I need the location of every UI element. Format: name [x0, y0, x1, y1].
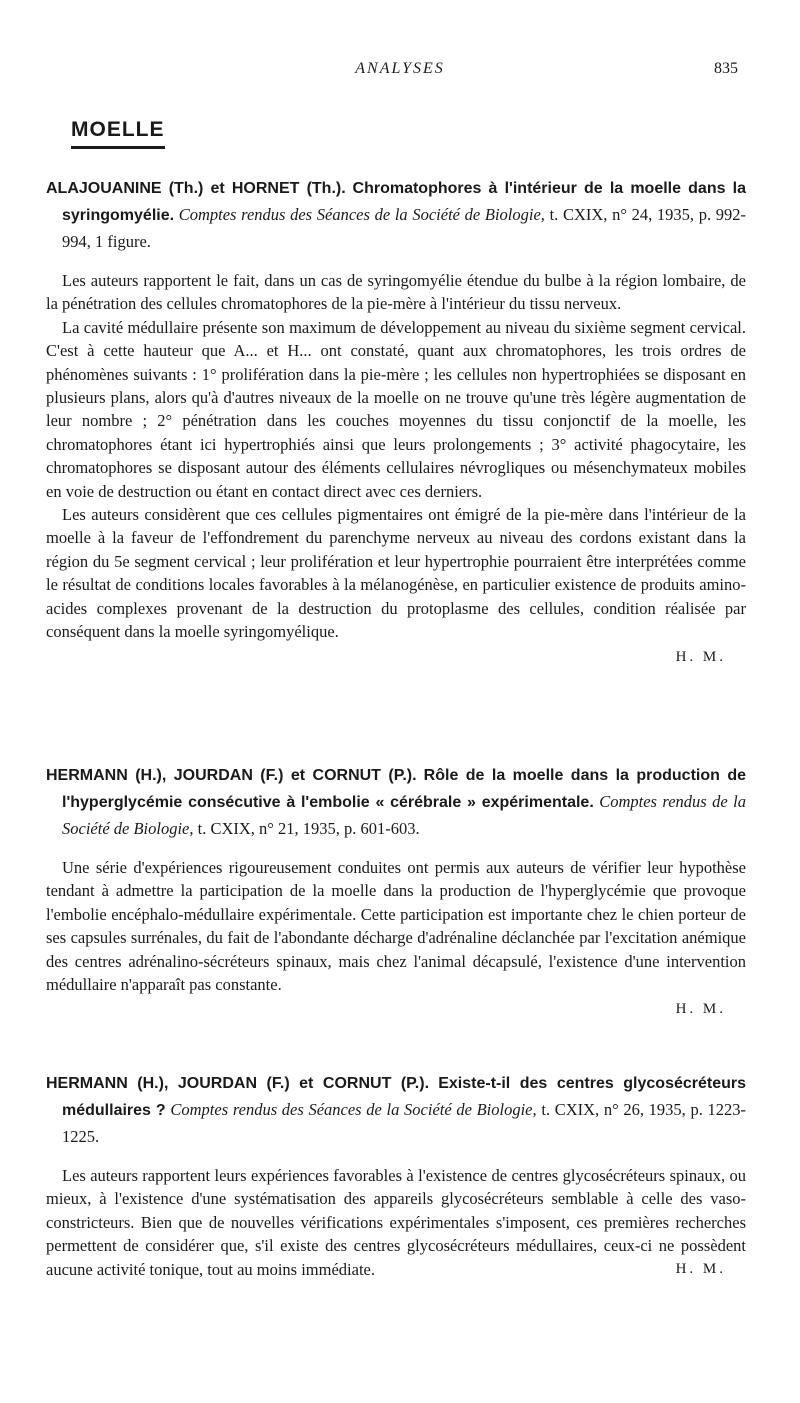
article-paragraph: Les auteurs rapportent le fait, dans un cas de syringomyélie étendue du bulbe à la région lombaire, de la pénétration des cellules chromatophores de la pie-mère à l'intérieur du tissu nerveux.: [46, 271, 746, 314]
article-authors: HERMANN (H.), JOURDAN (F.) et CORNUT (P.).: [46, 767, 417, 784]
article-signature: H. M.: [675, 1001, 726, 1018]
article-journal: Comptes rendus de la Société de Biologie,: [62, 792, 747, 838]
article-journal: Comptes rendus des Séances de la Société de Biologie,: [170, 1100, 537, 1119]
running-head: [0, 60, 800, 84]
article-title: Existe-t-il des centres glycosécréteurs médullaires ?: [62, 1075, 747, 1119]
section-title: MOELLE: [71, 118, 165, 149]
article-paragraph-text: Les auteurs rapportent leurs expériences favorables à l'existence de centres glycosécréteurs spinaux, ou mieux, à l'existence d'une systématisation des appareils glycosécréteurs semblable à celle des vaso-constricteurs. Bien que de nouvelles vérifications expérimentales s'imposent, ces premières recherches permettent de considérer que, s'il existe des centres glycosécréteurs médullaires, ceux-ci ne possèdent aucune activité tonique, tout au moins immédiate.: [46, 1166, 746, 1279]
article-3: [46, 1070, 746, 1281]
article-2: [46, 762, 746, 1022]
article-title: Rôle de la moelle dans la production de l'hyperglycémie consécutive à l'embolie « cérébrale » expérimentale.: [62, 767, 747, 811]
article-citation: t. CXIX, n° 24, 1935, p. 992-994, 1 figure.: [62, 205, 746, 251]
article-body: [46, 269, 746, 644]
article-journal: Comptes rendus des Séances de la Société de Biologie,: [178, 205, 545, 224]
article-signature: H. M.: [675, 648, 726, 665]
article-signature: H. M.: [675, 1260, 726, 1277]
article-paragraph: Une série d'expériences rigoureusement conduites ont permis aux auteurs de vérifier leur hypothèse tendant à admettre la participation de la moelle dans la production de l'hyperglycémie que provoque l'embolie encéphalo-médullaire expérimentale. Cette participation est importante chez le chien porteur de ses capsules surrénales, du fait de l'abondante décharge d'adrénaline déclanchée par l'excitation anémique des centres adrénalino-sécréteurs spinaux, mais chez l'animal décapsulé, l'existence d'une intervention médullaire n'apparaît pas constante.: [46, 858, 746, 995]
article-title: Chromatophores à l'intérieur de la moelle dans la syringomyélie.: [62, 180, 746, 224]
article-authors: HERMANN (H.), JOURDAN (F.) et CORNUT (P.).: [46, 1075, 430, 1092]
article-paragraph: [46, 1164, 746, 1281]
article-heading: [46, 762, 746, 842]
article-1: [46, 175, 746, 670]
article-paragraph: La cavité médullaire présente son maximum de développement au niveau du sixième segment cervical. C'est à cette hauteur que A... et H... ont constaté, quant aux chromatophores, les trois ordres de phénomènes suivants : 1° prolifération dans la pie-mère ; les cellules non hypertrophiées se disposant en plusieurs plans, alors qu'à d'autres niveaux de la moelle on ne trouve qu'une très légère augmentation de leur nombre ; 2° pénétration dans les couches moyennes du tissu conjonctif de la moelle, les chromatophores étant ici hypertrophiés ainsi que leurs prolongements ; 3° activité phagocytaire, les chromatophores se disposant autour des éléments cellulaires névrogliques ou mésenchymateux mobiles en voie de destruction ou étant en contact direct avec ces derniers.: [46, 317, 746, 501]
article-citation: t. CXIX, n° 26, 1935, p. 1223-1225.: [62, 1100, 747, 1146]
article-citation: t. CXIX, n° 21, 1935, p. 601-603.: [197, 819, 420, 838]
article-heading: [46, 1070, 746, 1150]
page-number: 835: [714, 60, 738, 77]
article-heading: [46, 175, 746, 255]
article-authors: ALAJOUANINE (Th.) et HORNET (Th.).: [46, 180, 346, 197]
article-body: [46, 1164, 746, 1281]
running-title: ANALYSES: [355, 60, 445, 77]
article-paragraph: Les auteurs considèrent que ces cellules pigmentaires ont émigré de la pie-mère dans l'intérieur de la moelle à la faveur de l'effondrement du parenchyme nerveux au niveau des cordons existant dans la région du 5e segment cervical ; leur prolifération et leur hypertrophie pourraient être interprétées comme le résultat de conditions locales favorables à la mélanogénèse, en particulier existence de produits amino-acides complexes provenant de la destruction du protoplasme des cellules, condition réalisée par conséquent dans la moelle syringomyélique.: [46, 505, 746, 642]
article-body: [46, 856, 746, 996]
